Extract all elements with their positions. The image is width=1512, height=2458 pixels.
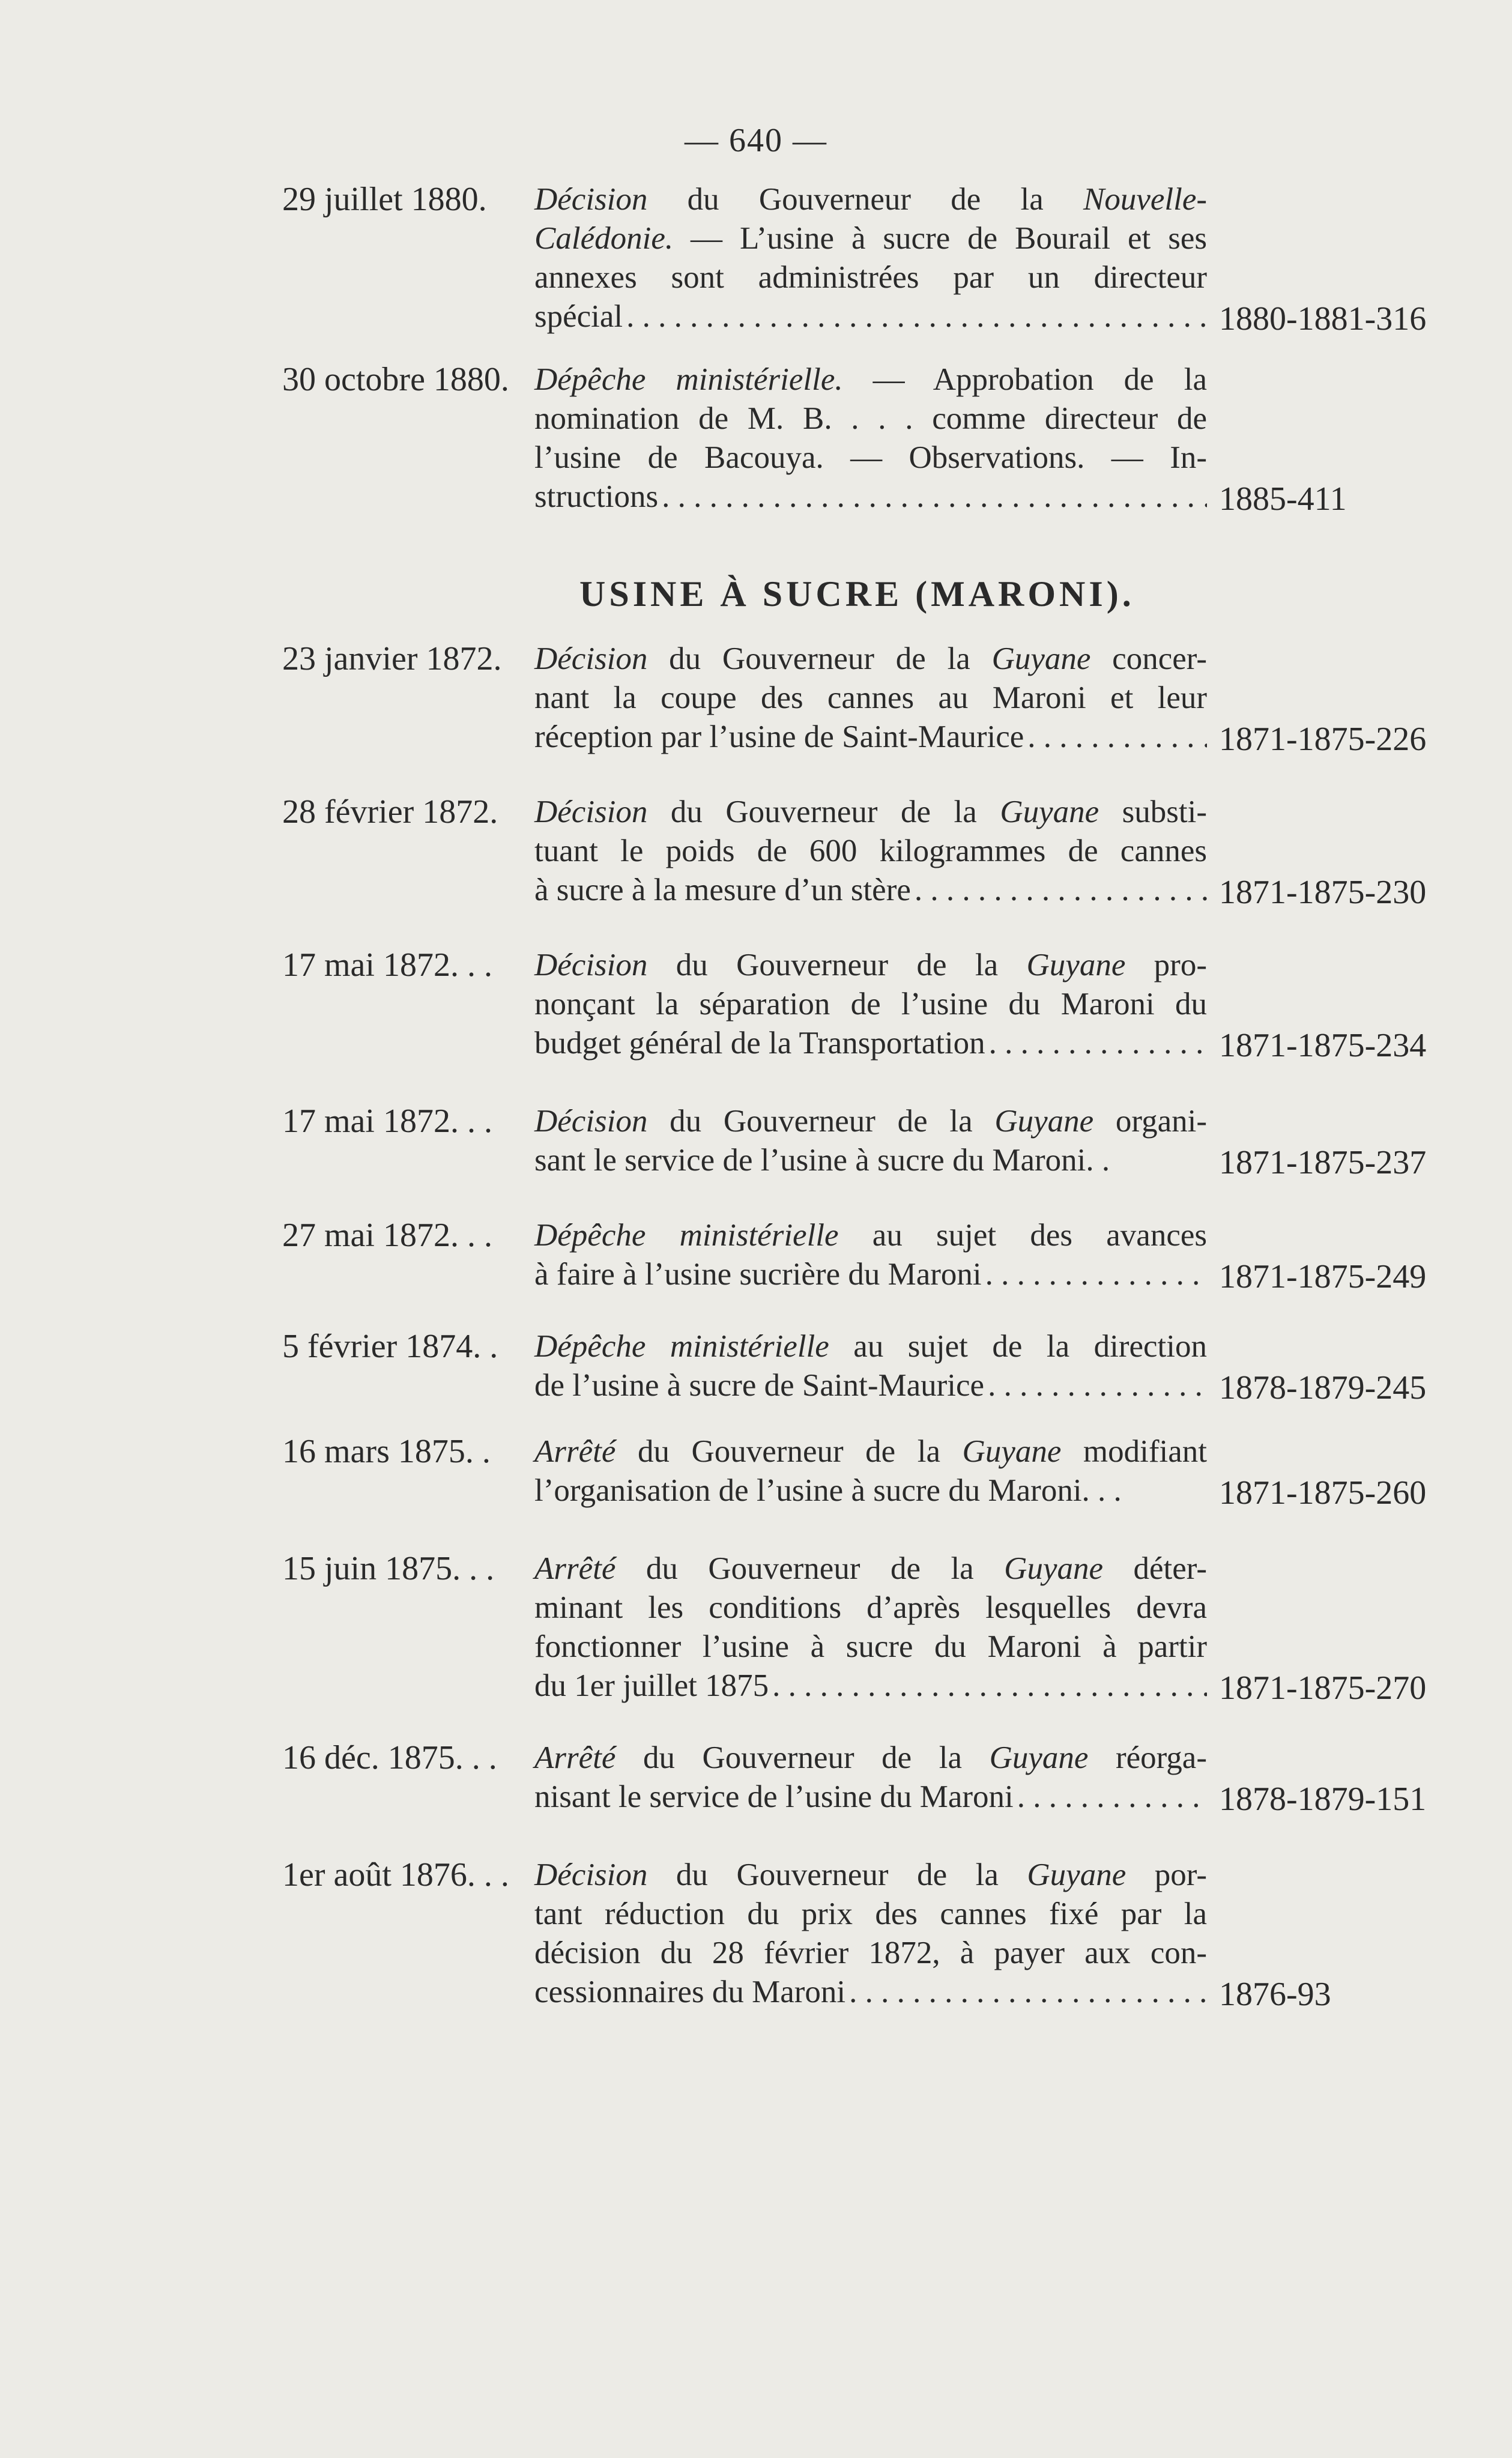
entry-reference: 1871-1875-230 — [1219, 874, 1427, 911]
entry-date: 17 mai 1872. . . — [282, 1103, 492, 1140]
entry-date: 29 juillet 1880. — [282, 181, 487, 218]
text-segment: au sujet des avances — [838, 1218, 1207, 1253]
entry-reference: 1871-1875-249 — [1219, 1258, 1427, 1295]
text-segment: cessionnaires du Maroni — [534, 1975, 846, 2009]
text-segment: pro- — [1125, 948, 1207, 982]
text-segment: spécial — [534, 299, 623, 334]
dot-leader — [626, 297, 1207, 336]
text-segment: tuant le poids de 600 kilogrammes de cannes — [534, 834, 1207, 868]
text-segment: l’usine de Bacouya. — Observations. — In- — [534, 440, 1207, 475]
description-line — [534, 985, 1207, 1024]
description-line — [534, 180, 1207, 219]
description-line — [534, 1666, 1207, 1706]
description-line — [534, 1895, 1207, 1934]
description-line — [534, 297, 1207, 336]
text-segment: du Gouverneur de la — [647, 641, 992, 676]
entry-description — [534, 1856, 1207, 2012]
text-segment: Guyane — [1000, 795, 1099, 829]
text-segment: Arrêté — [534, 1740, 616, 1775]
description-line — [534, 793, 1207, 832]
text-segment: — L’usine à sucre de Bourail et ses — [673, 221, 1207, 256]
text-segment: à sucre à la mesure d’un stère — [534, 873, 911, 907]
text-segment: Dépêche ministérielle. — [534, 362, 843, 397]
text-segment: au sujet de la direction — [829, 1329, 1207, 1364]
text-segment: Nouvelle- — [1083, 182, 1207, 217]
dot-leader — [915, 871, 1207, 910]
entry-reference: 1885-411 — [1219, 480, 1347, 518]
text-segment: minant les conditions d’après lesquelles devra — [534, 1590, 1207, 1625]
text-segment: nisant le service de l’usine du Maroni — [534, 1779, 1014, 1814]
text-segment: Arrêté — [534, 1434, 616, 1469]
entry-date: 27 mai 1872. . . — [282, 1217, 492, 1254]
entry-date: 17 mai 1872. . . — [282, 946, 492, 984]
entry-description — [534, 1102, 1207, 1180]
text-segment: du Gouverneur de la — [647, 1104, 995, 1139]
description-line — [534, 1102, 1207, 1141]
dot-leader — [989, 1024, 1207, 1063]
text-segment: fonctionner l’usine à sucre du Maroni à partir — [534, 1629, 1207, 1664]
entry-description — [534, 1216, 1207, 1294]
description-line — [534, 1216, 1207, 1255]
dot-leader — [662, 477, 1207, 516]
text-segment: Dépêche ministérielle — [534, 1218, 839, 1253]
text-segment: Guyane — [962, 1434, 1062, 1469]
description-line — [534, 679, 1207, 718]
text-segment: Décision — [534, 1857, 648, 1892]
description-line — [534, 477, 1207, 516]
dot-leader — [772, 1666, 1207, 1706]
text-segment: por- — [1126, 1857, 1207, 1892]
description-line — [534, 1588, 1207, 1627]
text-segment: Guyane — [994, 1104, 1094, 1139]
text-segment: l’organisation de l’usine à sucre du Maroni. . . — [534, 1473, 1122, 1508]
text-segment: sant le service de l’usine à sucre du Maroni. . — [534, 1143, 1110, 1178]
text-segment: du Gouverneur de la — [647, 182, 1083, 217]
description-line — [534, 1627, 1207, 1666]
entry-description — [534, 1549, 1207, 1706]
text-segment: budget général de la Transportation — [534, 1026, 985, 1061]
entry-description — [534, 360, 1207, 516]
description-line — [534, 1739, 1207, 1778]
text-segment: de l’usine à sucre de Saint-Maurice — [534, 1368, 985, 1403]
text-segment: Arrêté — [534, 1551, 616, 1586]
text-segment: Décision — [534, 795, 648, 829]
text-segment: Calédonie. — [534, 221, 674, 256]
entry-description — [534, 640, 1207, 757]
entry-description — [534, 180, 1207, 336]
description-line — [534, 1549, 1207, 1588]
description-line — [534, 1934, 1207, 1973]
dot-leader — [849, 1973, 1207, 2012]
entry-date: 16 mars 1875. . — [282, 1433, 491, 1470]
text-segment: du Gouverneur de la — [647, 1857, 1027, 1892]
text-segment: nonçant la séparation de l’usine du Maroni du — [534, 987, 1207, 1022]
text-segment: réorga- — [1088, 1740, 1207, 1775]
description-line — [534, 1327, 1207, 1366]
page-number: — 640 — — [685, 122, 827, 159]
entry-date: 16 déc. 1875. . . — [282, 1739, 497, 1776]
text-segment: annexes sont administrées par un directeur — [534, 260, 1207, 295]
description-line — [534, 1366, 1207, 1405]
description-line — [534, 832, 1207, 871]
description-line — [534, 871, 1207, 910]
text-segment: du Gouverneur de la — [615, 1551, 1005, 1586]
entry-reference: 1871-1875-226 — [1219, 721, 1427, 758]
text-segment: Décision — [534, 948, 648, 982]
text-segment: Décision — [534, 1104, 648, 1139]
entry-date: 5 février 1874. . — [282, 1328, 498, 1365]
text-segment: substi- — [1099, 795, 1207, 829]
dot-leader — [1027, 718, 1207, 757]
entry-reference: 1876-93 — [1219, 1976, 1331, 2013]
text-segment: du 1er juillet 1875 — [534, 1668, 769, 1703]
text-segment: Guyane — [1027, 1857, 1126, 1892]
dot-leader — [988, 1366, 1207, 1405]
section-title: USINE À SUCRE (MARONI). — [579, 574, 1135, 614]
text-segment: Dépêche ministérielle — [534, 1329, 829, 1364]
text-segment: nant la coupe des cannes au Maroni et leur — [534, 680, 1207, 715]
description-line — [534, 1778, 1207, 1817]
description-line — [534, 219, 1207, 258]
text-segment: du Gouverneur de la — [615, 1434, 963, 1469]
text-segment: tant réduction du prix des cannes fixé par la — [534, 1896, 1207, 1931]
entry-reference: 1878-1879-245 — [1219, 1369, 1427, 1406]
text-segment: Décision — [534, 182, 648, 217]
description-line — [534, 399, 1207, 438]
description-line — [534, 1973, 1207, 2012]
entry-description — [534, 793, 1207, 910]
text-segment: modifiant — [1061, 1434, 1207, 1469]
description-line — [534, 640, 1207, 679]
entry-reference: 1871-1875-237 — [1219, 1144, 1427, 1181]
text-segment: concer- — [1090, 641, 1207, 676]
entry-reference: 1878-1879-151 — [1219, 1781, 1427, 1818]
entry-reference: 1871-1875-270 — [1219, 1669, 1427, 1707]
description-line — [534, 718, 1207, 757]
text-segment: structions — [534, 479, 659, 514]
description-line — [534, 1255, 1207, 1294]
description-line — [534, 1856, 1207, 1895]
entry-reference: 1880-1881-316 — [1219, 300, 1427, 338]
entry-date: 30 octobre 1880. — [282, 361, 509, 398]
text-segment: du Gouverneur de la — [615, 1740, 990, 1775]
entry-date: 23 janvier 1872. — [282, 640, 502, 677]
entry-description — [534, 1739, 1207, 1817]
text-segment: — Approbation de la — [842, 362, 1207, 397]
text-segment: Guyane — [991, 641, 1091, 676]
description-line — [534, 1024, 1207, 1063]
dot-leader — [1017, 1778, 1207, 1817]
text-segment: du Gouverneur de la — [647, 948, 1027, 982]
entry-date: 15 juin 1875. . . — [282, 1550, 495, 1587]
dot-leader — [985, 1255, 1207, 1294]
entry-date: 1er août 1876. . . — [282, 1856, 509, 1893]
text-segment: Guyane — [1004, 1551, 1103, 1586]
description-line — [534, 946, 1207, 985]
description-line — [534, 1141, 1207, 1180]
text-segment: organi- — [1093, 1104, 1207, 1139]
description-line — [534, 360, 1207, 399]
entry-reference: 1871-1875-260 — [1219, 1474, 1427, 1512]
text-segment: déter- — [1103, 1551, 1207, 1586]
entry-reference: 1871-1875-234 — [1219, 1027, 1427, 1064]
text-segment: décision du 28 février 1872, à payer aux con- — [534, 1936, 1207, 1970]
description-line — [534, 1471, 1207, 1510]
entry-description — [534, 946, 1207, 1063]
entry-date: 28 février 1872. — [282, 793, 498, 831]
text-segment: Guyane — [1026, 948, 1126, 982]
text-segment: Décision — [534, 641, 648, 676]
text-segment: nomination de M. B. . . . comme directeur de — [534, 401, 1207, 436]
entry-description — [534, 1432, 1207, 1510]
description-line — [534, 438, 1207, 477]
description-line — [534, 1432, 1207, 1471]
description-line — [534, 258, 1207, 297]
text-segment: réception par l’usine de Saint-Maurice — [534, 719, 1024, 754]
text-segment: Guyane — [989, 1740, 1089, 1775]
entry-description — [534, 1327, 1207, 1405]
text-segment: à faire à l’usine sucrière du Maroni — [534, 1257, 982, 1292]
text-segment: du Gouverneur de la — [647, 795, 1000, 829]
